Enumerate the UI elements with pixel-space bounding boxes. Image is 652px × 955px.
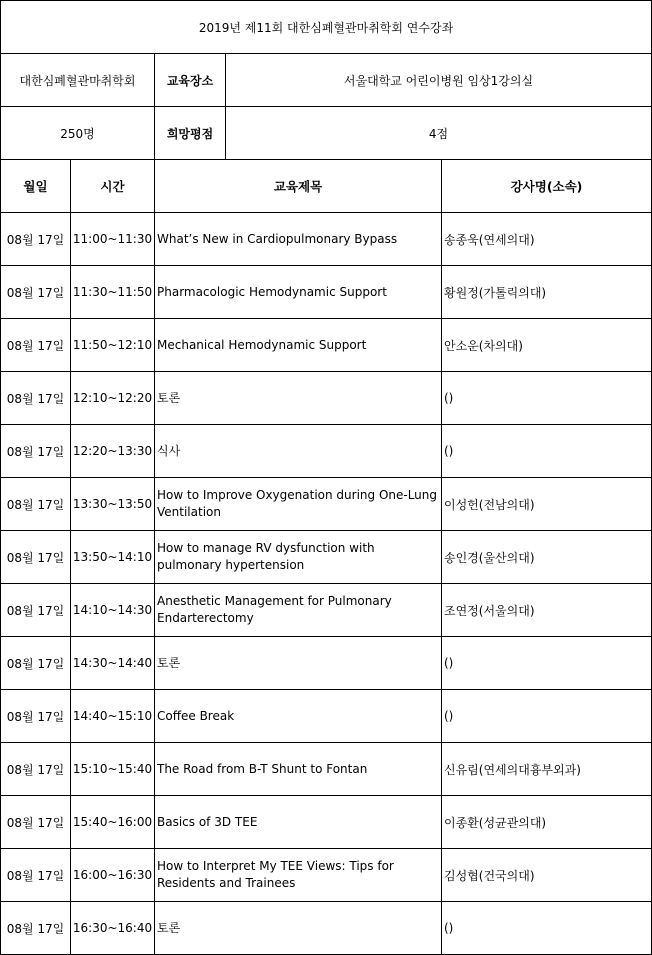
row-topic: What’s New in Cardiopulmonary Bypass (155, 213, 442, 266)
location-value: 서울대학교 어린이병원 임상1강의실 (226, 54, 652, 107)
location-label: 교육장소 (155, 54, 226, 107)
row-topic: Basics of 3D TEE (155, 796, 442, 849)
row-lecturer: 황원정(가톨릭의대) (442, 266, 652, 319)
row-topic: Anesthetic Management for Pulmonary Endarterectomy (155, 584, 442, 637)
row-date: 08월 17일 (1, 372, 71, 425)
row-lecturer: 이성헌(전남의대) (442, 478, 652, 531)
row-date: 08월 17일 (1, 849, 71, 902)
row-time: 11:50~12:10 (71, 319, 155, 372)
table-row (1, 531, 652, 584)
row-date: 08월 17일 (1, 902, 71, 955)
row-time: 14:10~14:30 (71, 584, 155, 637)
row-time: 16:00~16:30 (71, 849, 155, 902)
row-topic: How to manage RV dysfunction with pulmonary hypertension (155, 531, 442, 584)
row-lecturer: () (442, 372, 652, 425)
table-row (1, 902, 652, 955)
table-row (1, 372, 652, 425)
row-topic: Coffee Break (155, 690, 442, 743)
row-topic: Mechanical Hemodynamic Support (155, 319, 442, 372)
row-lecturer: () (442, 690, 652, 743)
table-row (1, 637, 652, 690)
row-topic: 식사 (155, 425, 442, 478)
row-topic: How to Interpret My TEE Views: Tips for Residents and Trainees (155, 849, 442, 902)
row-time: 11:00~11:30 (71, 213, 155, 266)
row-time: 11:30~11:50 (71, 266, 155, 319)
row-topic: 토론 (155, 637, 442, 690)
row-time: 14:40~15:10 (71, 690, 155, 743)
row-lecturer: 신유림(연세의대흉부외과) (442, 743, 652, 796)
column-header-time: 시간 (71, 160, 155, 213)
row-lecturer: 이종환(성균관의대) (442, 796, 652, 849)
table-row (1, 743, 652, 796)
row-topic: The Road from B-T Shunt to Fontan (155, 743, 442, 796)
row-date: 08월 17일 (1, 637, 71, 690)
row-date: 08월 17일 (1, 425, 71, 478)
column-header-date: 월일 (1, 160, 71, 213)
row-topic: How to Improve Oxygenation during One-Lung Ventilation (155, 478, 442, 531)
row-lecturer: 김성협(건국의대) (442, 849, 652, 902)
row-time: 13:50~14:10 (71, 531, 155, 584)
row-lecturer: () (442, 637, 652, 690)
row-lecturer: 송인경(울산의대) (442, 531, 652, 584)
row-time: 13:30~13:50 (71, 478, 155, 531)
rating-label: 희망평점 (155, 107, 226, 160)
row-time: 12:10~12:20 (71, 372, 155, 425)
capacity-value: 250명 (1, 107, 155, 160)
row-lecturer: 안소운(차의대) (442, 319, 652, 372)
page-title: 2019년 제11회 대한심폐혈관마취학회 연수강좌 (1, 1, 652, 54)
table-row (1, 849, 652, 902)
row-date: 08월 17일 (1, 478, 71, 531)
table-row (1, 266, 652, 319)
row-lecturer: () (442, 902, 652, 955)
row-time: 16:30~16:40 (71, 902, 155, 955)
row-date: 08월 17일 (1, 743, 71, 796)
row-topic: 토론 (155, 902, 442, 955)
table-row (1, 690, 652, 743)
row-date: 08월 17일 (1, 531, 71, 584)
row-time: 14:30~14:40 (71, 637, 155, 690)
column-header-lecturer: 강사명(소속) (442, 160, 652, 213)
table-row (1, 584, 652, 637)
rating-value: 4점 (226, 107, 652, 160)
row-topic: Pharmacologic Hemodynamic Support (155, 266, 442, 319)
row-topic: 토론 (155, 372, 442, 425)
table-row (1, 319, 652, 372)
row-time: 15:10~15:40 (71, 743, 155, 796)
column-header-topic: 교육제목 (155, 160, 442, 213)
schedule-rows (1, 213, 652, 955)
row-date: 08월 17일 (1, 796, 71, 849)
table-row (1, 213, 652, 266)
row-date: 08월 17일 (1, 690, 71, 743)
row-lecturer: 송종욱(연세의대) (442, 213, 652, 266)
row-date: 08월 17일 (1, 266, 71, 319)
row-lecturer: () (442, 425, 652, 478)
row-date: 08월 17일 (1, 584, 71, 637)
table-row (1, 796, 652, 849)
row-time: 15:40~16:00 (71, 796, 155, 849)
table-row (1, 478, 652, 531)
row-date: 08월 17일 (1, 319, 71, 372)
row-time: 12:20~13:30 (71, 425, 155, 478)
table-row (1, 425, 652, 478)
org-name: 대한심폐혈관마취학회 (1, 54, 155, 107)
row-lecturer: 조연정(서울의대) (442, 584, 652, 637)
row-date: 08월 17일 (1, 213, 71, 266)
